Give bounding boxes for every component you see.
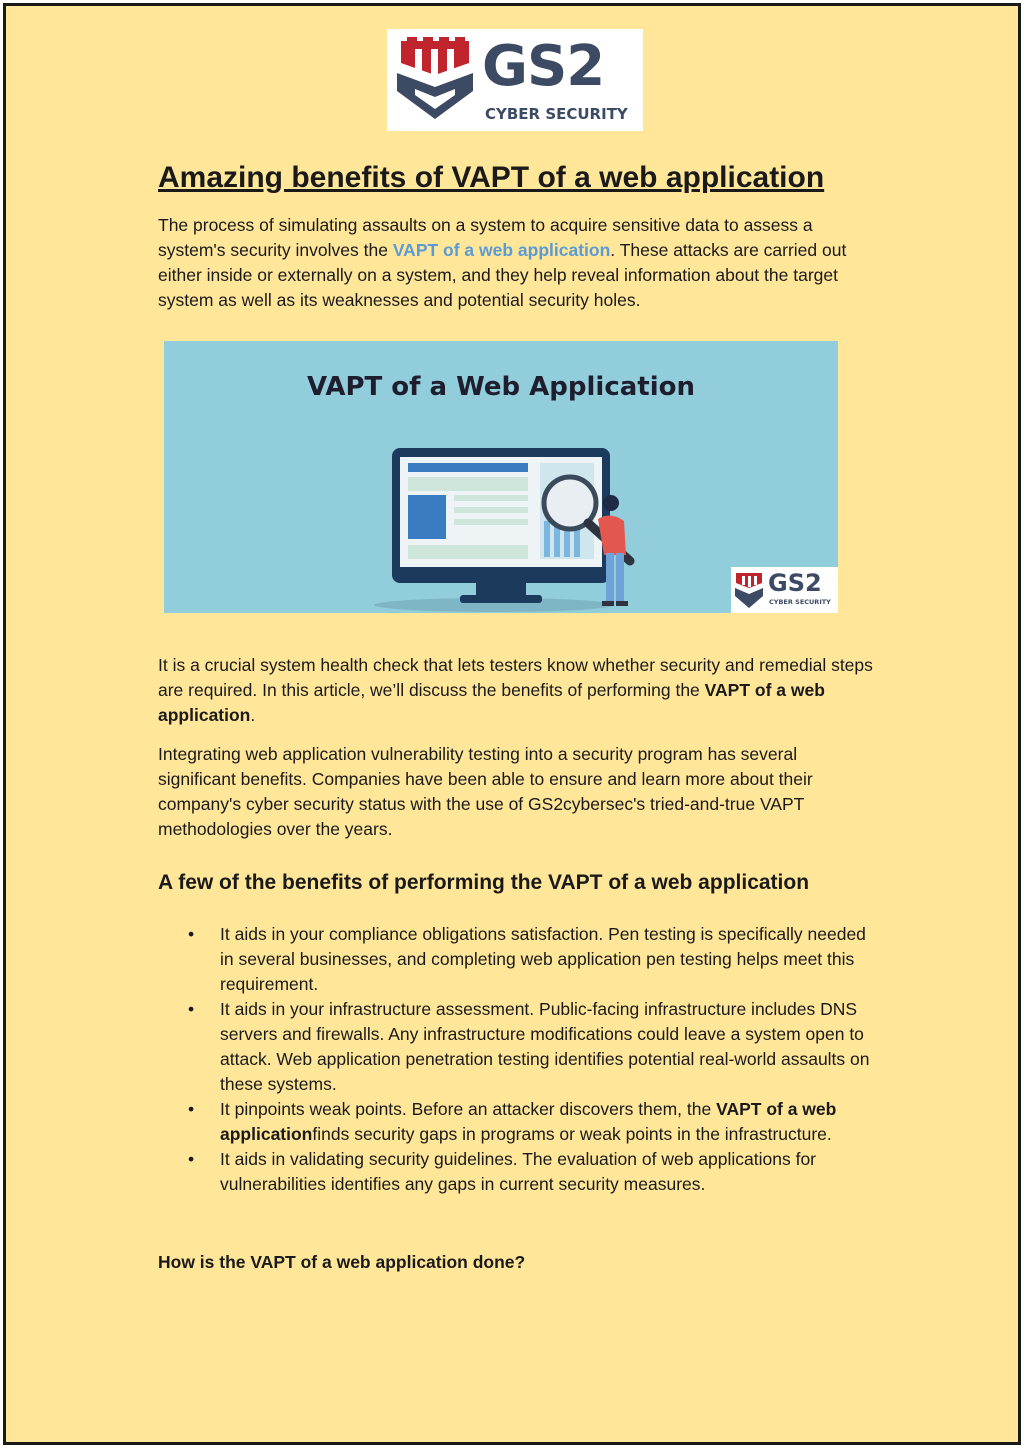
list-item	[158, 1097, 878, 1147]
list-item-text: It aids in validating security guidelines. The evaluation of web applications for vulnerabilities identifies any gaps in current security measures.	[220, 1149, 816, 1194]
gs2-logo	[387, 29, 643, 131]
vapt-banner-image	[164, 341, 838, 613]
benefits-list	[158, 922, 878, 1197]
bullet-icon: •	[188, 999, 195, 1019]
para2-text: It is a crucial system health check that lets testers know whether security and remedial steps are required. In this article, we’ll discuss the benefits of performing the	[158, 655, 873, 700]
intro-paragraph	[158, 213, 878, 313]
list-item	[158, 1147, 878, 1197]
bullet-icon: •	[188, 1099, 195, 1119]
logo-tagline: CYBER SECURITY	[485, 105, 628, 123]
paragraph-health-check	[158, 653, 878, 728]
list-item-text-end: finds security gaps in programs or weak points in the infrastructure.	[312, 1124, 832, 1144]
list-item-bold: VAPT of a web application	[220, 1099, 837, 1144]
bullet-icon: •	[188, 1149, 195, 1169]
document-page	[3, 3, 1021, 1445]
list-item-text: It aids in your compliance obligations satisfaction. Pen testing is specifically needed in several businesses, and completing web application pen testing helps meet this requirement.	[220, 924, 866, 994]
intro-text-start: The process of simulating assaults on a system to acquire sensitive data to assess a system's security involves the	[158, 215, 813, 260]
banner-logo-wordmark: GS2	[768, 569, 822, 597]
list-item	[158, 922, 878, 997]
para3-text: Integrating web application vulnerability testing into a security program has several significant benefits. Companies have been able to ensure and learn more about their company's cyber security status with the use of GS2cybersec's tried-and-true VAPT methodologies over the years.	[158, 744, 813, 839]
para2-end: .	[250, 705, 256, 725]
gs2-shield-small-icon	[731, 567, 767, 613]
gs2-shield-icon	[387, 29, 482, 131]
list-item-text: It pinpoints weak points. Before an attacker discovers them, the	[220, 1099, 717, 1119]
logo-wordmark: GS2	[482, 34, 605, 99]
closing-question: How is the VAPT of a web application done?	[158, 1252, 526, 1272]
page-title: Amazing benefits of VAPT of a web application	[158, 161, 825, 194]
banner-title: VAPT of a Web Application	[306, 372, 696, 402]
benefits-heading: A few of the benefits of performing the VAPT of a web application	[158, 871, 810, 894]
list-item	[158, 997, 878, 1097]
vapt-link[interactable]: VAPT of a web application	[392, 240, 611, 260]
banner-gs2-logo	[731, 567, 838, 613]
banner-logo-tagline: CYBER SECURITY	[769, 598, 831, 606]
paragraph-integrating	[158, 742, 878, 842]
intro-text-end: . These attacks are carried out either inside or externally on a system, and they help reveal information about the target system as well as its weaknesses and potential security holes.	[158, 240, 847, 310]
list-item-text: It aids in your infrastructure assessment. Public-facing infrastructure includes DNS servers and firewalls. Any infrastructure modifications could leave a system open to attack. Web application penetration testing identifies potential real-world assaults on these systems.	[220, 999, 870, 1094]
bullet-icon: •	[188, 924, 195, 944]
para2-bold: VAPT of a web application	[158, 680, 825, 725]
